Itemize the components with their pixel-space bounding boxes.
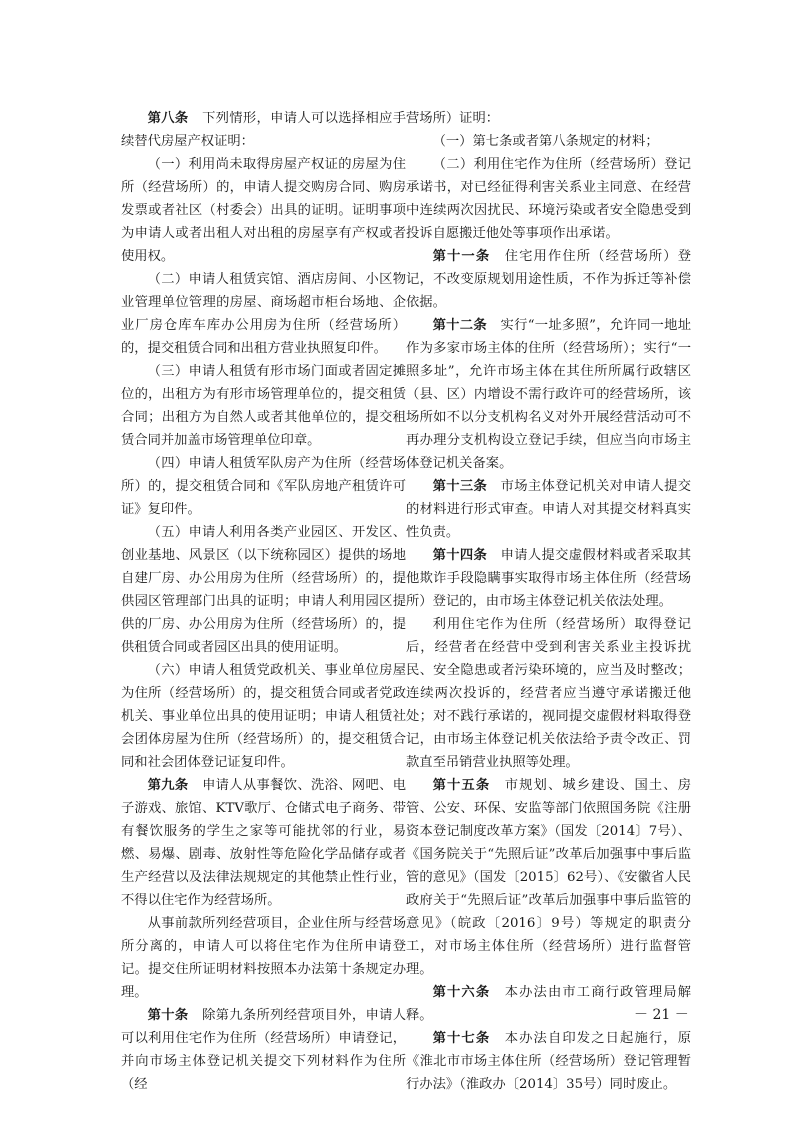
article-paragraph	[406, 314, 691, 475]
body-paragraph	[121, 659, 406, 774]
article-heading: 第十一条	[432, 249, 491, 264]
body-paragraph	[121, 153, 406, 268]
paragraph-text: 本办法自印发之日起施行，原《淮北市市场主体住所（经营场所）登记管理暂行办法》（淮政办〔2014〕35号）同时废止。	[406, 1031, 692, 1092]
paragraph-text: 住宅用作住所（经营场所）登记，不改变原规划用途性质，不作为拆迁等补偿依据。	[406, 249, 692, 310]
left-column	[121, 107, 406, 1096]
right-column	[406, 107, 691, 1096]
body-paragraph	[121, 521, 406, 659]
article-paragraph	[406, 1027, 691, 1096]
body-paragraph	[406, 153, 691, 245]
article-heading: 第十二条	[432, 318, 487, 333]
paragraph-text: 本办法由市工商行政管理局解释。	[406, 985, 692, 1023]
body-paragraph	[121, 452, 406, 521]
body-paragraph	[121, 268, 406, 360]
paragraph-text: 除第九条所列经营项目外，申请人可以利用住宅作为住所（经营场所）申请登记，并向市场主体登记机关提交下列材料作为住所（经	[121, 1008, 407, 1092]
article-heading: 第九条	[147, 778, 189, 793]
body-paragraph	[406, 613, 691, 774]
paragraph-text: 市规划、城乡建设、国土、房管、公安、环保、安监等部门依照国务院《注册资本登记制度改革方案》（国发〔2014〕7号）、《国务院关于“先照后证”改革后加强事中事后监管的意见》（国发〔2015〕62号）、《安徽省人民政府关于“先照后证”改革后加强事中事后监管的意见》（皖政〔2016〕9号）等规定的职责分工，对市场主体住所（经营场所）进行监督管理。	[406, 778, 692, 977]
paragraph-text: （一）利用尚未取得房屋产权证的房屋为住所（经营场所）的，申请人提交购房合同、购房发票或者社区（村委会）出具的证明。证明事项为申请人或者出租人对出租的房屋享有产权或者使用权。	[121, 157, 406, 264]
body-paragraph	[121, 360, 406, 452]
body-paragraph	[406, 130, 691, 153]
article-paragraph	[121, 774, 406, 912]
paragraph-text: 利用住宅作为住所（经营场所）取得登记后，经营者在经营中受到利害关系业主投诉扰民、安全隐患或者污染环境的，应当及时整改；连续两次投诉的，经营者应当遵守承诺搬迁他处；对不践行承诺的，视同提交虚假材料取得登记，由市场主体登记机关依法给予责令改正、罚款直至吊销营业执照等处理。	[406, 617, 691, 770]
paragraph-text: （六）申请人租赁党政机关、事业单位房屋为住所（经营场所）的，提交租赁合同或者党政机关、事业单位出具的使用证明；申请人租赁社会团体房屋为住所（经营场所）的，提交租赁合同和社会团体登记证复印件。	[121, 663, 406, 770]
article-heading: 第十条	[147, 1008, 189, 1023]
paragraph-text: 下列情形，申请人可以选择相应手续替代房屋产权证明：	[121, 111, 407, 149]
paragraph-text: （二）申请人租赁宾馆、酒店房间、小区物业管理单位管理的房屋、商场超市柜台场地、企业厂房仓库车库办公用房为住所（经营场所）的，提交租赁合同和出租方营业执照复印件。	[121, 272, 406, 356]
article-heading: 第十三条	[432, 479, 488, 494]
paragraph-text: 从事前款所列经营项目，企业住所与经营场所分离的，申请人可以将住宅作为住所申请登记。提交住所证明材料按照本办法第十条规定办理。	[121, 916, 406, 1000]
paragraph-text: 营场所）证明：	[406, 111, 500, 126]
paragraph-text: 申请人提交虚假材料或者采取其他欺诈手段隐瞒事实取得市场主体住所（经营场所）登记的，由市场主体登记机关依法处理。	[406, 548, 691, 609]
article-heading: 第十六条	[432, 985, 491, 1000]
paragraph-text: （二）利用住宅作为住所（经营场所）登记承诺书，对已经征得利害关系业主同意、在经营中连续两次因扰民、环境污染或者安全隐患受到投诉自愿搬迁他处等事项作出承诺。	[406, 157, 691, 241]
article-paragraph	[406, 475, 691, 544]
article-paragraph	[406, 544, 691, 613]
paragraph-text: （四）申请人租赁军队房产为住所（经营场所）的，提交租赁合同和《军队房地产租赁许可证》复印件。	[121, 456, 406, 517]
paragraph-text: 申请人从事餐饮、洗浴、网吧、电子游戏、旅馆、KTV歌厅、仓储式电子商务、带有餐饮服务的学生之家等可能扰邻的行业，易燃、易爆、剧毒、放射性等危险化学品储存或者生产经营以及法律法规规定的其他禁止性行业，不得以住宅作为经营场所。	[121, 778, 407, 908]
paragraph-text: 市场主体登记机关对申请人提交的材料进行形式审查。申请人对其提交材料真实性负责。	[406, 479, 691, 540]
paragraph-text: （一）第七条或者第八条规定的材料；	[432, 134, 659, 149]
article-heading: 第八条	[147, 111, 189, 126]
paragraph-text: 实行“一址多照”，允许同一地址作为多家市场主体的住所（经营场所）；实行“一照多址”，允许市场主体在其住所所属行政辖区（县、区）内增设不需行政许可的经营场所，该场所如不以分支机构名义对外开展经营活动可不再办理分支机构设立登记手续，但应当向市场主体登记机关备案。	[406, 318, 691, 471]
body-paragraph	[406, 107, 691, 130]
article-paragraph	[406, 774, 691, 981]
article-heading: 第十七条	[432, 1031, 491, 1046]
paragraph-text: （五）申请人利用各类产业园区、开发区、创业基地、风景区（以下统称园区）提供的场地自建厂房、办公用房为住所（经营场所）的，提供园区管理部门出具的证明；申请人利用园区提供的厂房、办公用房为住所（经营场所）的，提供租赁合同或者园区出具的使用证明。	[121, 525, 406, 655]
paragraph-text: （三）申请人租赁有形市场门面或者固定摊位的，出租方为有形市场管理单位的，提交租赁合同；出租方为自然人或者其他单位的，提交租赁合同并加盖市场管理单位印章。	[121, 364, 406, 448]
article-heading: 第十五条	[432, 778, 491, 793]
article-paragraph	[121, 107, 406, 153]
body-paragraph	[121, 912, 406, 1004]
page-number: － 21 －	[634, 1007, 689, 1023]
article-heading: 第十四条	[432, 548, 488, 563]
article-paragraph	[121, 1004, 406, 1096]
article-paragraph	[406, 245, 691, 314]
